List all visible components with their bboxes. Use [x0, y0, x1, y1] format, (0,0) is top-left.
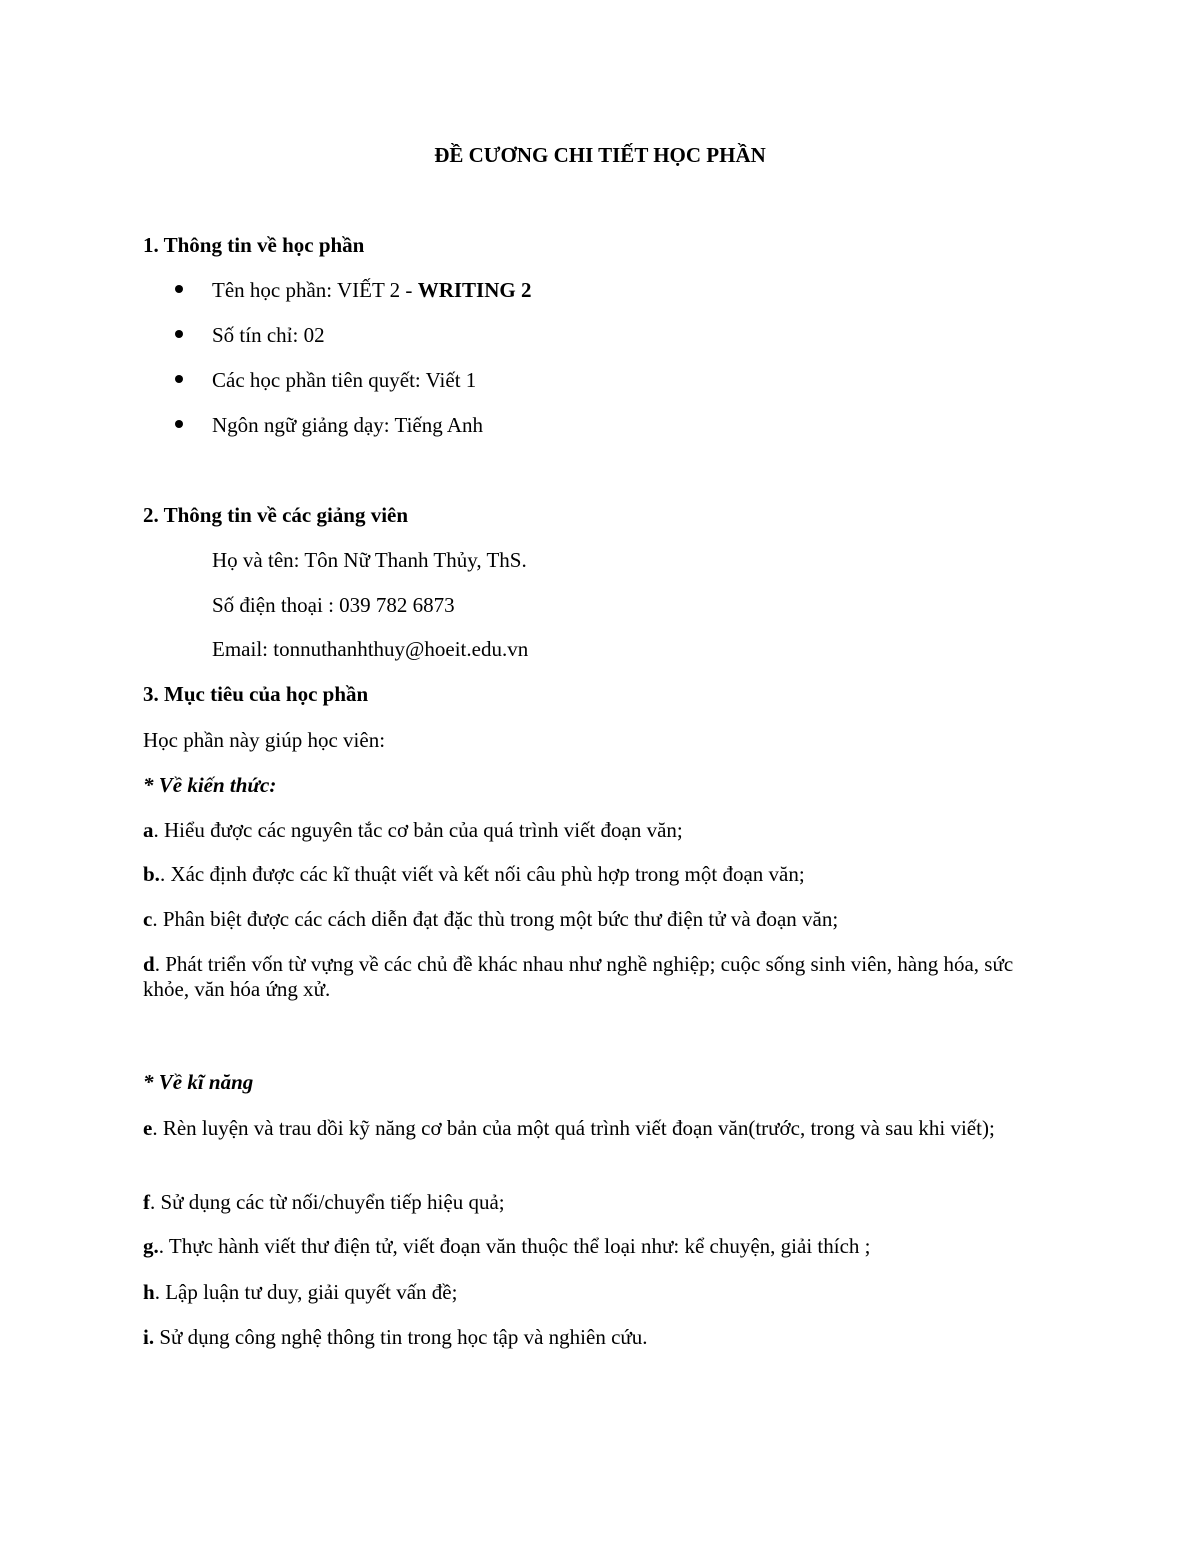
- objective-marker: f: [143, 1190, 150, 1214]
- objective-text: . Thực hành viết thư điện tử, viết đoạn văn thuộc thể loại như: kể chuyện, giải thích ;: [158, 1234, 871, 1258]
- objective-marker: b.: [143, 862, 160, 886]
- list-item: [175, 278, 531, 323]
- bullet-icon: [175, 285, 183, 293]
- objective-c: [143, 907, 1053, 932]
- bullet-icon: [175, 330, 183, 338]
- objective-g: [143, 1234, 1053, 1259]
- objective-marker: g.: [143, 1234, 159, 1258]
- bullet-icon: [175, 375, 183, 383]
- lecturer-phone: Số điện thoại : 039 782 6873: [212, 593, 455, 617]
- document-title: ĐỀ CƯƠNG CHI TIẾT HỌC PHẦN: [434, 143, 766, 167]
- objective-text: Sử dụng công nghệ thông tin trong học tập và nghiên cứu.: [154, 1325, 648, 1349]
- objective-text: . Phát triển vốn từ vựng về các chủ đề khác nhau như nghề nghiệp; cuộc sống sinh viên, hàng hóa, sức khỏe, văn hóa ứng xử.: [143, 952, 1014, 1002]
- objective-text: . Phân biệt được các cách diễn đạt đặc thù trong một bức thư điện tử và đoạn văn;: [152, 907, 839, 931]
- course-name-english: WRITING 2: [417, 278, 532, 302]
- language-label: Ngôn ngữ giảng dạy: Tiếng Anh: [212, 413, 483, 437]
- skills-heading: * Về kĩ năng: [143, 1070, 254, 1094]
- list-item: [175, 413, 531, 458]
- objective-marker: h: [143, 1280, 155, 1304]
- section2-heading: 2. Thông tin về các giảng viên: [143, 503, 409, 527]
- objective-i: [143, 1325, 1053, 1350]
- objectives-intro: Học phần này giúp học viên:: [143, 728, 386, 752]
- objective-b: [143, 862, 1053, 887]
- lecturer-name: Họ và tên: Tôn Nữ Thanh Thủy, ThS.: [212, 548, 527, 572]
- objective-marker: a: [143, 818, 154, 842]
- objective-f: [143, 1190, 1053, 1215]
- objective-text: . Hiểu được các nguyên tắc cơ bản của quá trình viết đoạn văn;: [153, 818, 683, 842]
- list-item: [175, 323, 531, 368]
- prerequisites-label: Các học phần tiên quyết: Viết 1: [212, 368, 477, 392]
- section1-heading: 1. Thông tin về học phần: [143, 233, 365, 257]
- course-info-list: [175, 278, 531, 458]
- section3-heading: 3. Mục tiêu của học phần: [143, 682, 369, 706]
- objective-e: [143, 1116, 1053, 1141]
- objective-text: . Sử dụng các từ nối/chuyển tiếp hiệu quả;: [150, 1190, 505, 1214]
- list-item: [175, 368, 531, 413]
- objective-a: [143, 818, 1053, 843]
- course-name-label: Tên học phần: VIẾT 2 -: [212, 278, 418, 302]
- objective-text: . Lập luận tư duy, giải quyết vấn đề;: [154, 1280, 458, 1304]
- objective-marker: d: [143, 952, 155, 976]
- objective-text: . Rèn luyện và trau dồi kỹ năng cơ bản của một quá trình viết đoạn văn(trước, trong và sau khi viết);: [152, 1116, 995, 1140]
- knowledge-heading: * Về kiến thức:: [143, 773, 277, 797]
- objective-marker: i.: [143, 1325, 155, 1349]
- objective-d: [143, 952, 1053, 1002]
- lecturer-email: Email: tonnuthanhthuy@hoeit.edu.vn: [212, 637, 529, 661]
- objective-text: . Xác định được các kĩ thuật viết và kết nối câu phù hợp trong một đoạn văn;: [159, 862, 805, 886]
- objective-h: [143, 1280, 1053, 1305]
- bullet-icon: [175, 420, 183, 428]
- credits-label: Số tín chỉ: 02: [212, 323, 325, 347]
- objective-marker: c: [143, 907, 153, 931]
- objective-marker: e: [143, 1116, 153, 1140]
